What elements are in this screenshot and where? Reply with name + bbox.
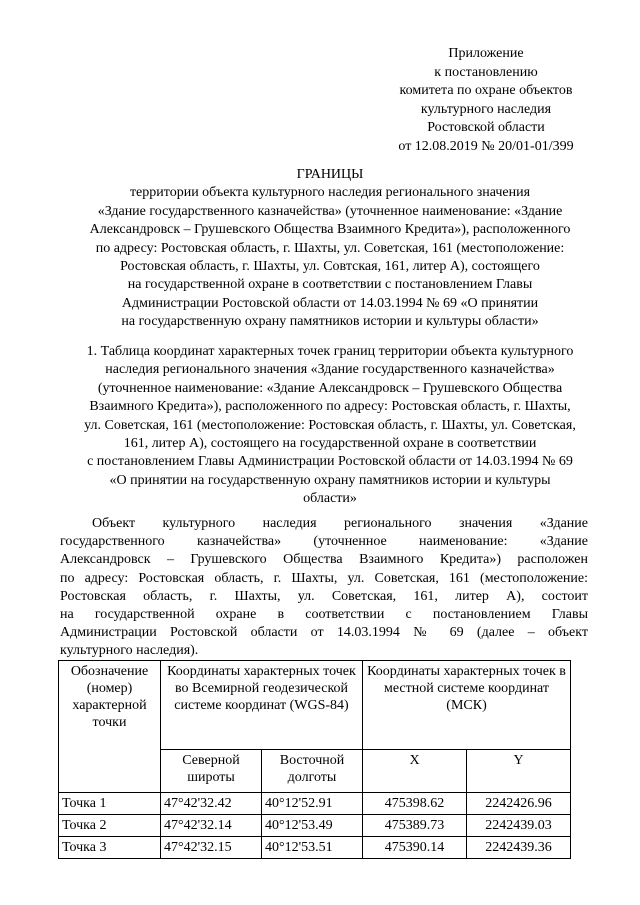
table-row <box>59 793 571 815</box>
cell-y: 2242439.03 <box>467 815 571 837</box>
paragraph-line: государственного казначейства» (уточненное наименование: «Здание <box>60 534 588 550</box>
section-line: Взаимного Кредита»), расположенного по адресу: Ростовская область, г. Шахты, <box>89 399 571 415</box>
appendix-block <box>386 45 586 156</box>
cell-x: 475398.62 <box>363 793 467 815</box>
cell-lon: 40°12'52.91 <box>262 793 363 815</box>
cell-point: Точка 2 <box>59 815 161 837</box>
header-east: Восточной долготы <box>262 750 363 793</box>
body-paragraph <box>60 515 588 661</box>
section-line: с постановлением Главы Администрации Ростовской области от 14.03.1994 № 69 <box>87 454 573 470</box>
document-heading <box>60 166 600 332</box>
appendix-line: к постановлению <box>434 64 538 80</box>
table-header-row <box>59 661 571 750</box>
cell-point: Точка 3 <box>59 837 161 859</box>
heading-title: ГРАНИЦЫ <box>296 167 364 182</box>
section-line: 161, литер А), состоящего на государственной охране в соответствии <box>123 436 537 452</box>
heading-line: на государственную охрану памятников истории и культуры области» <box>121 314 539 330</box>
heading-line: по адресу: Ростовская область, г. Шахты, ул. Советская, 161 (местоположение: <box>95 240 565 256</box>
header-msk: Координаты характерных точек в местной системе координат (МСК) <box>363 661 571 750</box>
paragraph-line: по адресу: Ростовская область, г. Шахты, ул. Советская, 161 (местоположение: <box>60 570 588 586</box>
section-line: области» <box>303 491 357 507</box>
appendix-line: Приложение <box>448 46 524 61</box>
header-designation: Обозначение (номер) характерной точки <box>59 661 161 793</box>
table-row <box>59 837 571 859</box>
heading-line: Администрации Ростовской области от 14.03.1994 № 69 «О принятии <box>121 295 539 311</box>
paragraph-line: на государственной охране в соответствии с постановлением Главы <box>60 606 588 622</box>
appendix-line: Ростовской области <box>427 120 545 135</box>
paragraph-line: культурного наследия). <box>60 643 199 659</box>
header-north: Северной широты <box>161 750 262 793</box>
cell-x: 475389.73 <box>363 815 467 837</box>
paragraph-line: Ростовская область, г. Шахты, ул. Советская, 161, литер А), состоит <box>60 588 588 604</box>
cell-lon: 40°12'53.49 <box>262 815 363 837</box>
cell-y: 2242439.36 <box>467 837 571 859</box>
heading-line: «Здание государственного казначейства» (уточненное наименование: «Здание <box>97 203 563 219</box>
paragraph-line: Александровск – Грушевского Общества Взаимного Кредита») расположен <box>60 552 588 568</box>
heading-line: Ростовская область, г. Шахты, ул. Совтская, 161, литер А), состоящего <box>120 259 540 275</box>
header-y: Y <box>467 750 571 793</box>
header-x: X <box>363 750 467 793</box>
cell-lat: 47°42'32.14 <box>161 815 262 837</box>
section-title <box>58 343 602 509</box>
coordinates-table <box>58 660 571 859</box>
heading-line: Александровск – Грушевского Общества Взаимного Кредита»), расположенного <box>89 222 571 238</box>
cell-x: 475390.14 <box>363 837 467 859</box>
appendix-line: комитета по охране объектов <box>399 83 573 98</box>
section-line: ул. Советская, 161 (местоположение: Ростовская область, г. Шахты, ул. Советская, <box>84 417 576 433</box>
cell-lon: 40°12'53.51 <box>262 837 363 859</box>
heading-line: на государственной охране в соответствии с постановлением Главы <box>127 277 533 293</box>
section-line: наследия регионального значения «Здание государственного казначейства» <box>105 362 555 378</box>
paragraph-line: Администрации Ростовской области от 14.03.1994 № 69 (далее – объект <box>60 625 588 641</box>
header-wgs84: Координаты характерных точек во Всемирной геодезической системе координат (WGS-84) <box>161 661 363 750</box>
cell-point: Точка 1 <box>59 793 161 815</box>
table-row <box>59 815 571 837</box>
section-line: 1. Таблица координат характерных точек границ территории объекта культурного <box>86 344 574 359</box>
heading-line: территории объекта культурного наследия регионального значения <box>129 185 531 201</box>
paragraph-line: Объект культурного наследия регионального значения «Здание <box>92 516 588 531</box>
cell-lat: 47°42'32.15 <box>161 837 262 859</box>
appendix-line: от 12.08.2019 № 20/01-01/399 <box>398 138 574 154</box>
section-line: «О принятии на государственную охрану памятников истории и культуры <box>109 472 551 488</box>
section-line: (уточненное наименование: «Здание Александровск – Грушевского Общества <box>97 380 563 396</box>
appendix-line: культурного наследия <box>420 101 552 117</box>
cell-y: 2242426.96 <box>467 793 571 815</box>
cell-lat: 47°42'32.42 <box>161 793 262 815</box>
